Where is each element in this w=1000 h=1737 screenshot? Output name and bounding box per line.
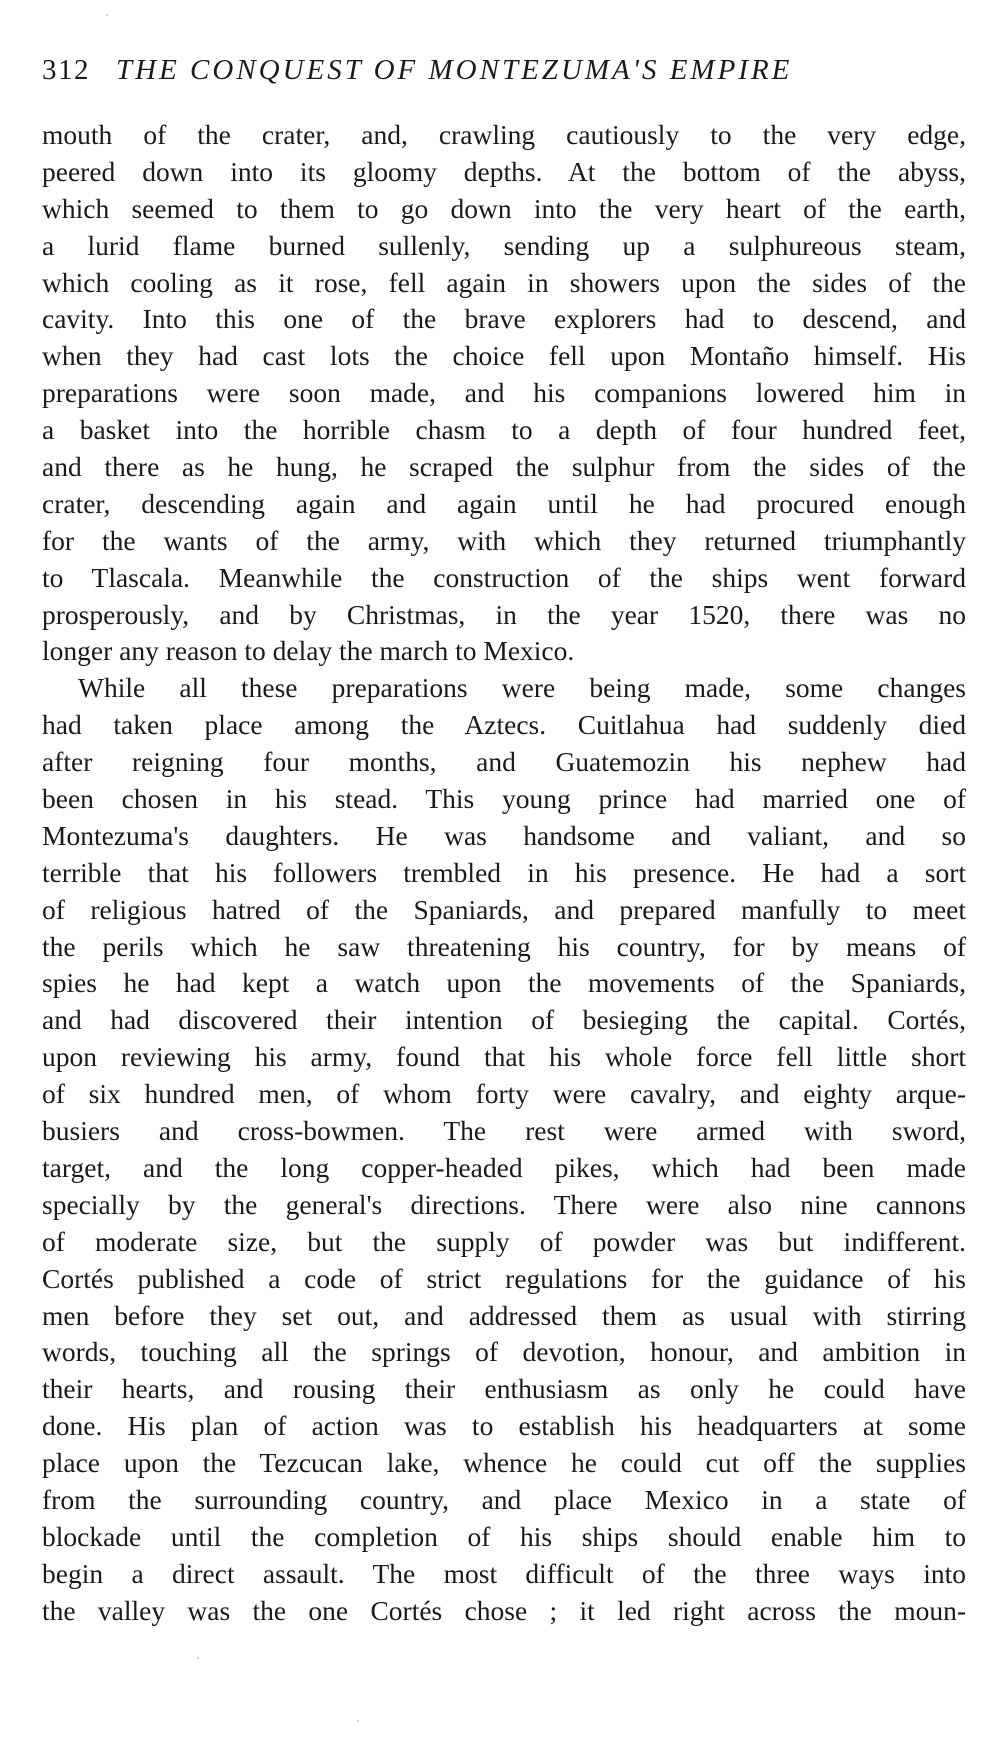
page-number: 312	[42, 54, 90, 86]
running-head	[42, 54, 972, 94]
text-line: While all these preparations were being made, some changes	[78, 672, 966, 704]
print-speck	[197, 1657, 199, 1659]
text-line: done. His plan of action was to establish his headquarters at some	[42, 1410, 966, 1442]
text-line: begin a direct assault. The most difficult of the three ways into	[42, 1557, 966, 1589]
text-line: specially by the general's directions. There were also nine cannons	[42, 1188, 966, 1220]
text-line: which cooling as it rose, fell again in showers upon the sides of the	[42, 266, 966, 298]
text-line: target, and the long copper-headed pikes, which had been made	[42, 1151, 966, 1183]
text-line: place upon the Tezcucan lake, whence he could cut off the supplies	[42, 1447, 966, 1479]
text-line: their hearts, and rousing their enthusiasm as only he could have	[42, 1373, 966, 1405]
text-line: after reigning four months, and Guatemozin his nephew had	[42, 746, 966, 778]
text-line: which seemed to them to go down into the very heart of the earth,	[42, 192, 966, 224]
text-line: spies he had kept a watch upon the movements of the Spaniards,	[42, 967, 966, 999]
text-line: terrible that his followers trembled in his presence. He had a sort	[42, 856, 966, 888]
text-line: upon reviewing his army, found that his whole force fell little short	[42, 1041, 966, 1073]
text-line: of moderate size, but the supply of powder was but indifferent.	[42, 1225, 966, 1257]
text-line: mouth of the crater, and, crawling cautiously to the very edge,	[42, 119, 966, 150]
text-line: the valley was the one Cortés chose ; it led right across the moun-	[42, 1594, 966, 1626]
text-line: longer any reason to delay the march to Mexico.	[42, 635, 575, 667]
print-speck	[106, 14, 108, 16]
running-title: THE CONQUEST OF MONTEZUMA'S EMPIRE	[116, 54, 793, 86]
text-line: and there as he hung, he scraped the sulphur from the sides of the	[42, 451, 966, 483]
text-line: had taken place among the Aztecs. Cuitlahua had suddenly died	[42, 709, 966, 741]
text-line: Cortés published a code of strict regulations for the guidance of his	[42, 1262, 966, 1294]
text-line: been chosen in his stead. This young prince had married one of	[42, 783, 966, 815]
text-line: of six hundred men, of whom forty were cavalry, and eighty arque-	[42, 1078, 966, 1110]
text-line: prosperously, and by Christmas, in the year 1520, there was no	[42, 598, 966, 630]
text-line: to Tlascala. Meanwhile the construction of the ships went forward	[42, 561, 966, 593]
text-line: the perils which he saw threatening his country, for by means of	[42, 930, 966, 962]
text-line: peered down into its gloomy depths. At the bottom of the abyss,	[42, 155, 966, 187]
text-line: words, touching all the springs of devotion, honour, and ambition in	[42, 1336, 966, 1368]
text-line: from the surrounding country, and place Mexico in a state of	[42, 1483, 966, 1515]
print-speck	[357, 1720, 359, 1722]
text-line: cavity. Into this one of the brave explorers had to descend, and	[42, 303, 966, 335]
text-line: a basket into the horrible chasm to a depth of four hundred feet,	[42, 414, 966, 446]
text-line: when they had cast lots the choice fell upon Montaño himself. His	[42, 340, 966, 372]
paragraph-continued	[42, 117, 966, 670]
text-line: preparations were soon made, and his companions lowered him in	[42, 377, 966, 409]
text-line: Montezuma's daughters. He was handsome and valiant, and so	[42, 819, 966, 851]
body-text	[42, 117, 966, 1630]
paragraph	[42, 670, 966, 1629]
text-line: men before they set out, and addressed them as usual with stirring	[42, 1299, 966, 1331]
text-line: crater, descending again and again until he had procured enough	[42, 487, 966, 519]
text-line: blockade until the completion of his ships should enable him to	[42, 1520, 966, 1552]
text-line: for the wants of the army, with which they returned triumphantly	[42, 524, 966, 556]
text-line: a lurid flame burned sullenly, sending up a sulphureous steam,	[42, 229, 966, 261]
text-line: of religious hatred of the Spaniards, and prepared manfully to meet	[42, 893, 966, 925]
text-line: busiers and cross-bowmen. The rest were armed with sword,	[42, 1115, 966, 1147]
text-line: and had discovered their intention of besieging the capital. Cortés,	[42, 1004, 966, 1036]
